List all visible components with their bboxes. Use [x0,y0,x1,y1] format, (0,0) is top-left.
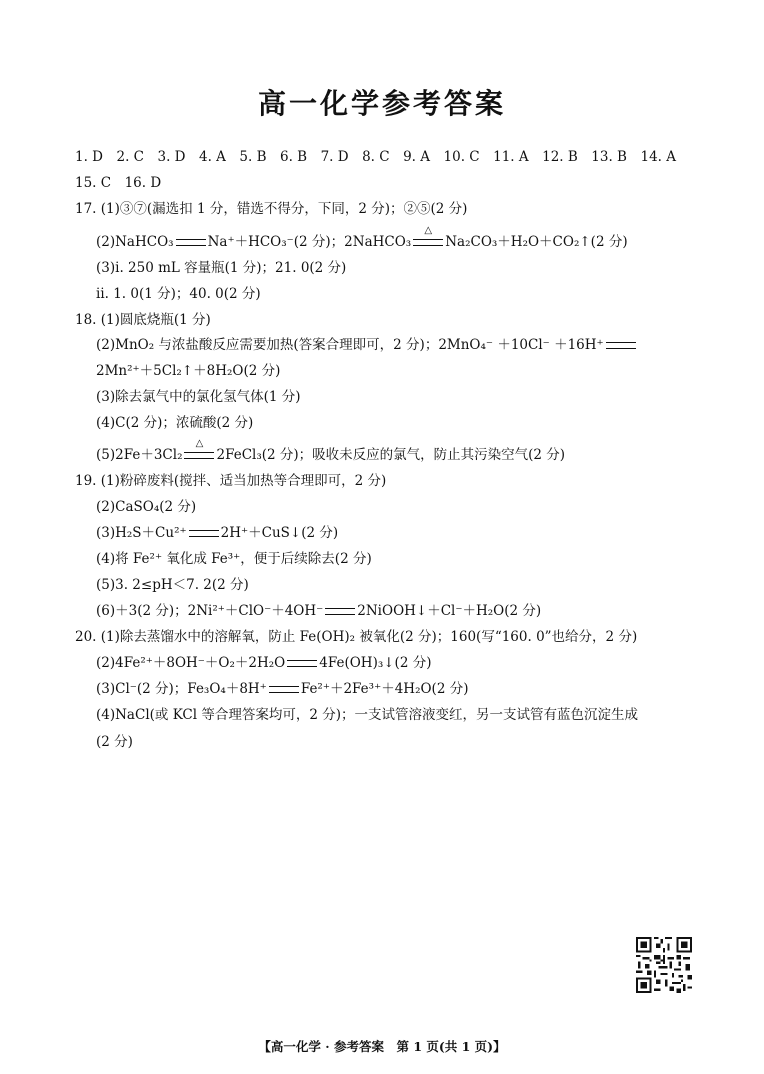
heat-equals-sign-icon [184,438,214,459]
q20-part-4: (4)NaCl(或 KCl 等合理答案均可，2 分)；一支试管溶液变红，另一支试管有蓝色沉淀生成 [96,707,638,723]
q18-part-4: (4)C(2 分)；浓硫酸(2 分) [96,415,254,431]
q18-part-1: 18. (1)圆底烧瓶(1 分) [75,312,211,328]
qr-code-icon [636,937,692,993]
q20-equation-1-left: (2)4Fe²⁺＋8OH⁻＋O₂＋2H₂O [96,655,286,671]
q19-part-4: (4)将 Fe²⁺ 氧化成 Fe³⁺，便于后续除去(2 分) [96,551,372,567]
heat-equals-sign-icon [413,225,443,246]
q20-equation-2-right: Fe²⁺＋2Fe³⁺＋4H₂O(2 分) [300,681,469,697]
q20-equation-2-left: (3)Cl⁻(2 分)；Fe₃O₄＋8H⁺ [96,681,267,697]
q18-part-2 [96,336,638,354]
q19-part-5: (5)3. 2≤pH＜7. 2(2 分) [96,577,249,593]
q19-equation-right: 2H⁺＋CuS↓(2 分) [220,525,339,541]
q19-equation-left: (3)H₂S＋Cu²⁺ [96,525,187,541]
q17-part-4: ⅱ. 1. 0(1 分)；40. 0(2 分) [96,286,261,302]
q17-part-1: 17. (1)③⑦(漏选扣 1 分，错选不得分，下同，2 分)；②⑤(2 分) [75,201,468,217]
equals-sign-icon [325,608,355,615]
q17-equation-1-left: (2)NaHCO₃ [96,234,174,250]
q19-part-2: (2)CaSO₄(2 分) [96,499,197,515]
q20-equation-1-right: 4Fe(OH)₃↓(2 分) [319,655,432,671]
choice-answers-line-1: 1. D 2. C 3. D 4. A 5. B 6. B 7. D 8. C 9. A 10. C 11. A 12. B 13. B 14. A [75,149,676,165]
q18-part-2-text: (2)MnO₂ 与浓盐酸反应需要加热(答案合理即可，2 分)；2MnO₄⁻ ＋10Cl⁻ ＋16H⁺ [96,337,604,353]
equals-sign-icon [189,530,219,537]
q17-part-3: (3)ⅰ. 250 mL 容量瓶(1 分)；21. 0(2 分) [96,260,347,276]
q18-part-3: (3)除去氯气中的氯化氢气体(1 分) [96,389,301,405]
choice-answers-line-2: 15. C 16. D [75,175,162,191]
page-title: 高一化学参考答案 [257,87,506,120]
q17-equation-2-right: Na₂CO₃＋H₂O＋CO₂↑(2 分) [445,234,628,250]
q19-part-3 [96,524,338,542]
equals-sign-icon [176,239,206,246]
q20-part-1: 20. (1)除去蒸馏水中的溶解氧，防止 Fe(OH)₂ 被氧化(2 分)；160(写“160. 0”也给分，2 分) [75,629,638,645]
q19-ion-equation-right: 2NiOOH↓＋Cl⁻＋H₂O(2 分) [357,603,542,619]
q18-part-2-continued: 2Mn²⁺＋5Cl₂↑＋8H₂O(2 分) [96,363,281,379]
equals-sign-icon [269,686,299,693]
q19-part-6 [96,602,541,620]
q19-ion-equation-left: (6)＋3(2 分)；2Ni²⁺＋ClO⁻＋4OH⁻ [96,603,324,619]
equals-sign-icon [287,660,317,667]
q17-equation-1-right: Na⁺＋HCO₃⁻(2 分)；2NaHCO₃ [207,234,412,250]
q20-part-2 [96,654,431,672]
equals-sign-icon [606,342,636,349]
page-footer: 【高一化学 · 参考答案 第 1 页(共 1 页)】 [258,1039,506,1054]
q18-part-5 [96,438,566,464]
heat-symbol: △ [195,438,204,449]
q18-equation-right: 2FeCl₃(2 分)；吸收未反应的氯气，防止其污染空气(2 分) [216,447,566,463]
q20-part-3 [96,680,468,698]
q17-part-2 [96,225,628,251]
q20-part-4-continued: (2 分) [96,734,133,750]
q19-part-1: 19. (1)粉碎废料(搅拌、适当加热等合理即可，2 分) [75,473,387,489]
q18-equation-left: (5)2Fe＋3Cl₂ [96,447,183,463]
heat-symbol: △ [424,225,433,236]
